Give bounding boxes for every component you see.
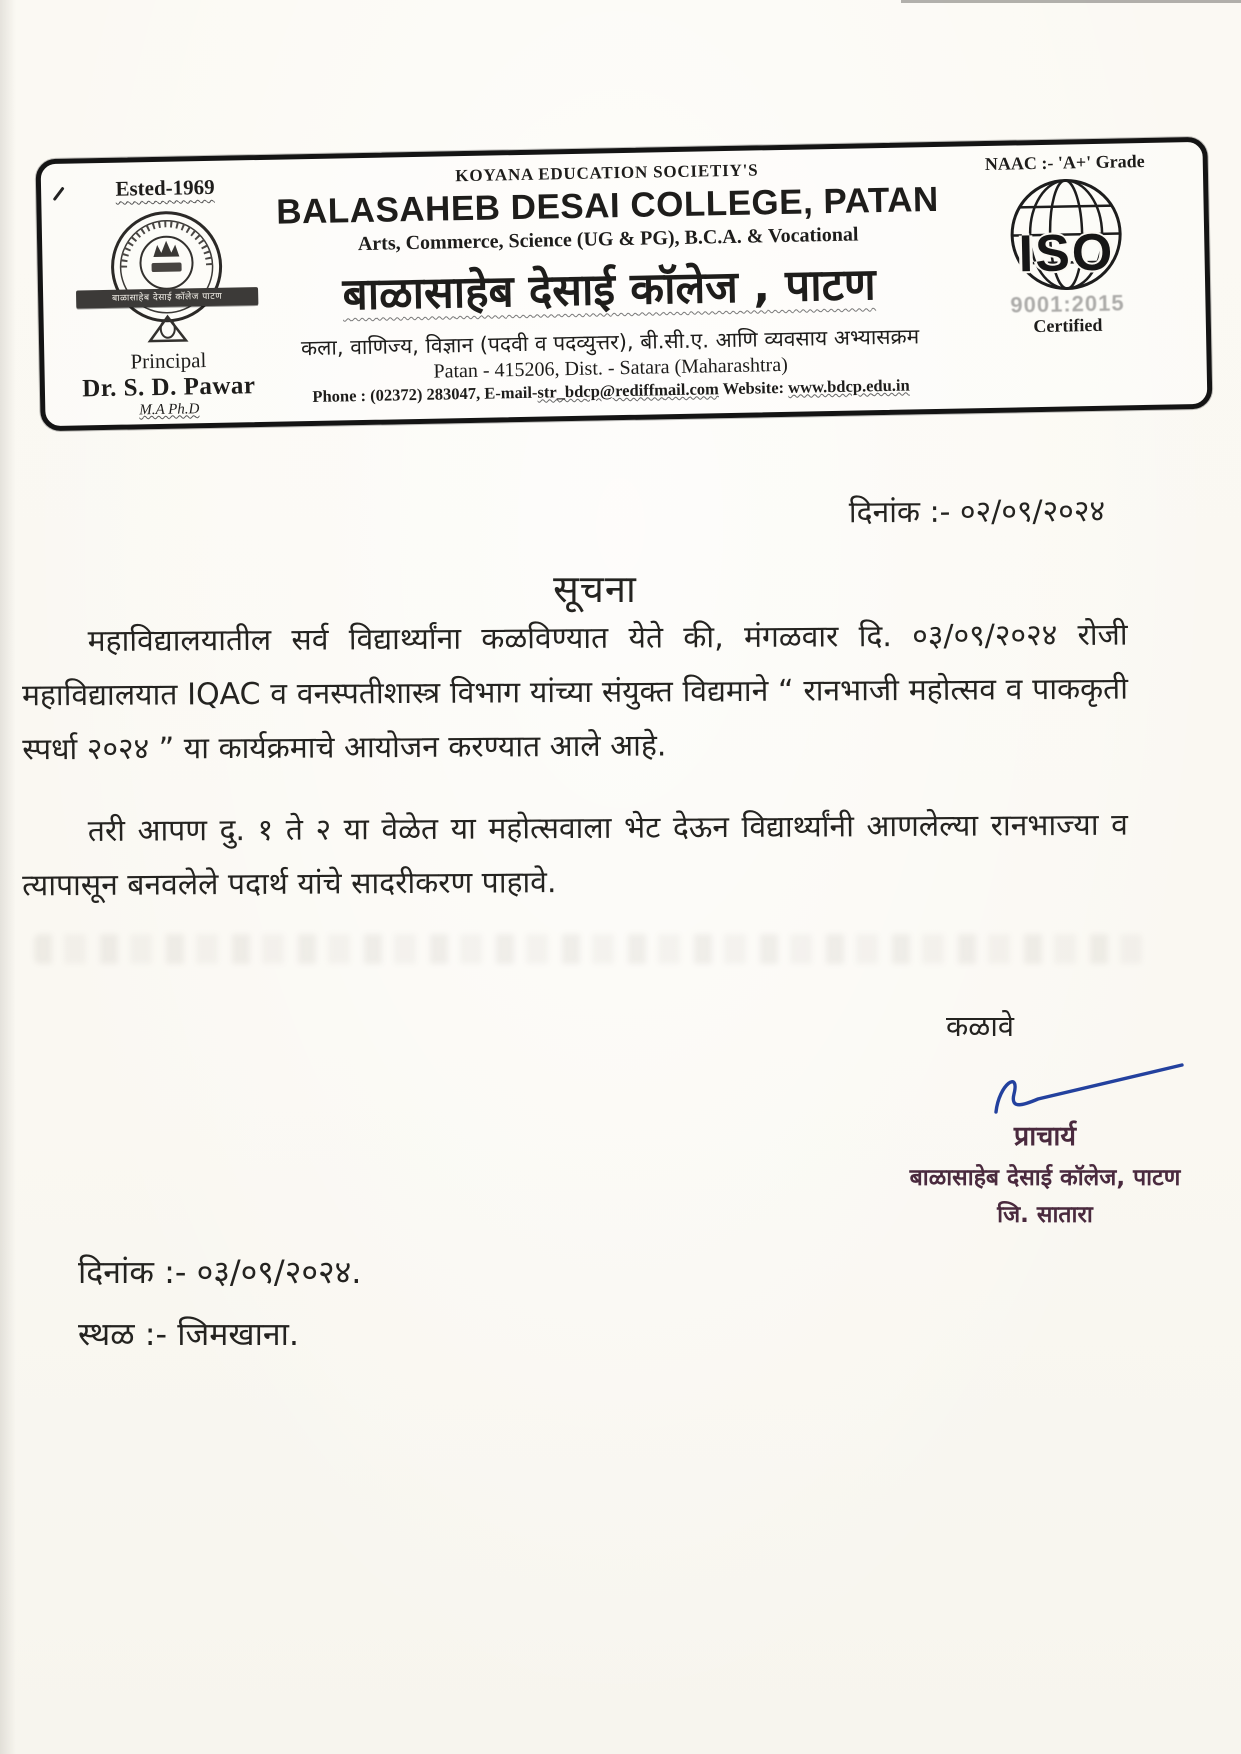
naac-grade: NAAC :- 'A+' Grade (984, 150, 1145, 175)
iso-certification-badge (990, 174, 1143, 335)
certified-label: Certified (1033, 314, 1103, 337)
principal-stamp (852, 1116, 1238, 1229)
established-year: Ested-1969 (115, 174, 215, 201)
letterhead-right-column (939, 150, 1194, 336)
notice-heading: सूचना (553, 567, 637, 611)
notice-date-top: दिनांक :- ०२/०९/२०२४ (848, 493, 1106, 531)
college-emblem-logo (100, 204, 233, 348)
stamp-district: जि. सातारा (997, 1202, 1093, 1228)
ink-bleed-through (34, 934, 1144, 964)
emblem-ribbon-text: बाळासाहेब देसाई कॉलेज पाटण (76, 287, 258, 308)
notice-paragraph-1: महाविद्यालयातील सर्व विद्यार्थ्यांना कळविण्यात येते की, मंगळवार दि. ०३/०९/२०२४ रोजी महाविद्यालयात IQAC व वनस्पतीशास्त्र विभाग यांच्या संयुक्त विद्यमाने “ रानभाजी महोत्सव व पाककृती स्पर्धा २०२४ ” या कार्यक्रमाचे आयोजन करण्यात आले आहे. (21, 617, 1129, 768)
scan-top-edge (901, 0, 1241, 3)
closing-word: कळावे (946, 1009, 1014, 1043)
letterhead-box (35, 137, 1212, 431)
college-address: Patan - 415206, Dist. - Satara (Maharashtra) (433, 353, 788, 383)
phone-number: Phone : (02372) 283047, (312, 383, 481, 407)
college-name-english: BALASAHEB DESAI COLLEGE, PATAN (275, 179, 940, 232)
college-emblem-icon (100, 204, 233, 348)
stamp-designation: प्राचार्य (1013, 1121, 1077, 1152)
scan-edge-shadow (0, 0, 16, 1754)
website-url: www.bdcp.edu.in (787, 375, 910, 397)
principal-title: Principal (130, 348, 207, 374)
email-label: E-mail- (484, 382, 538, 403)
college-streams-english: Arts, Commerce, Science (UG & PG), B.C.A. & Vocational (357, 223, 859, 256)
principal-degree: M.A Ph.D (139, 401, 200, 419)
iso-label: ISO (1018, 223, 1115, 284)
scan-artifact-mark (53, 187, 65, 202)
event-date: दिनांक :- ०३/०९/२०२४. (78, 1253, 362, 1291)
college-streams-marathi: कला, वाणिज्य, विज्ञान (पदवी व पदव्युत्तर), बी.सी.ए. आणि व्यवसाय अभ्यासक्रम (300, 324, 920, 361)
letterhead-left-column (67, 174, 268, 421)
letterhead-center-column (269, 157, 949, 408)
notice-paragraph-2: तरी आपण दु. १ ते २ या वेळेत या महोत्सवाला भेट देऊन विद्यार्थ्यांनी आणलेल्या रानभाज्या व त्यापासून बनवलेले पदार्थ यांचे सादरीकरण पाहावे. (22, 807, 1128, 904)
college-name-marathi: बाळासाहेब देसाई कॉलेज , पाटण (342, 259, 877, 321)
iso-standard-number: 9001:2015 (1010, 290, 1125, 318)
stamp-college-name: बाळासाहेब देसाई कॉलेज, पाटण (909, 1165, 1181, 1191)
society-name: KOYANA EDUCATION SOCIETIY'S (455, 160, 759, 186)
principal-name: Dr. S. D. Pawar (82, 372, 256, 403)
website-label: Website: (722, 377, 785, 399)
event-venue: स्थळ :- जिमखाना. (78, 1315, 300, 1353)
email-address: str_bdcp@rediffmail.com (537, 379, 719, 402)
